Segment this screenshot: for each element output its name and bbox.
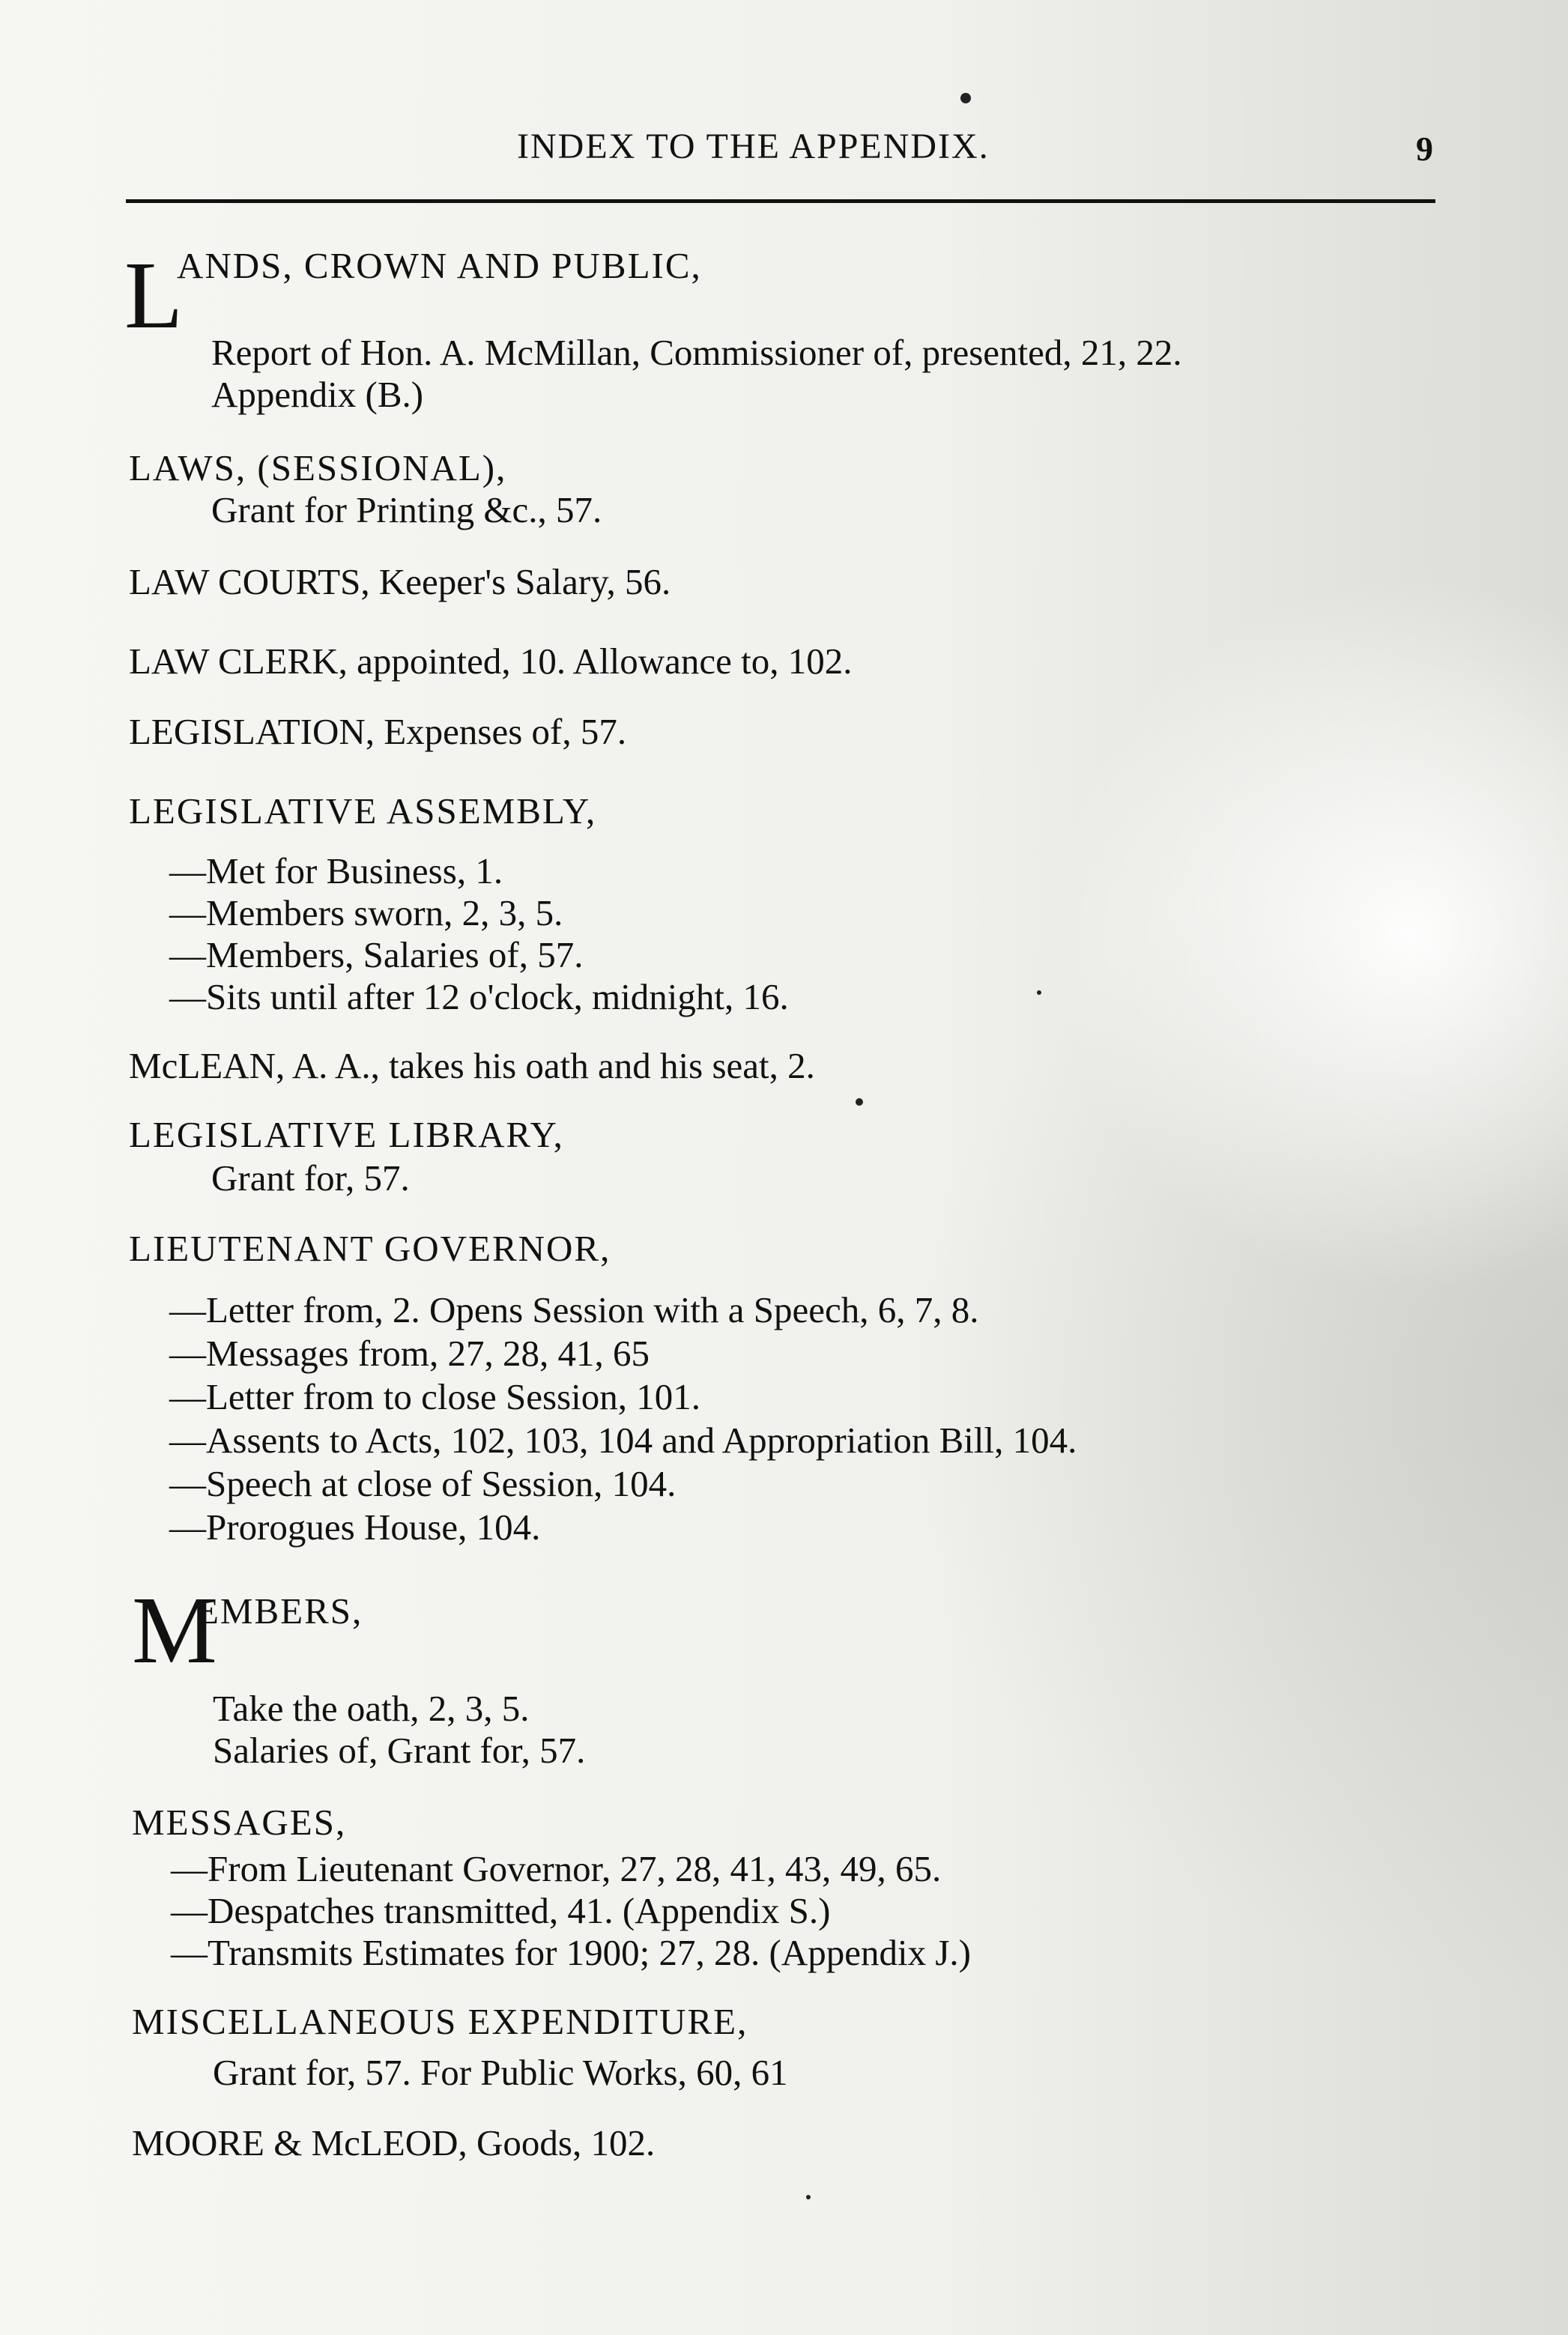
entry-line: —Members, Salaries of, 57.: [169, 934, 584, 975]
entry-law-courts: LAW COURTS, Keeper's Salary, 56.: [129, 561, 671, 602]
entry-heading-miscellaneous: MISCELLANEOUS EXPENDITURE,: [132, 2001, 748, 2042]
entry-heading-legislative-assembly: LEGISLATIVE ASSEMBLY,: [129, 790, 597, 832]
entry-line: —Sits until after 12 o'clock, midnight, 16.: [169, 976, 789, 1017]
entry-line: —Assents to Acts, 102, 103, 104 and Appropriation Bill, 104.: [169, 1420, 1077, 1461]
scan-speck: [1037, 990, 1041, 995]
scan-speck: [960, 93, 971, 103]
entry-line: Grant for, 57. For Public Works, 60, 61: [213, 2052, 788, 2093]
entry-legislation: LEGISLATION, Expenses of, 57.: [129, 711, 627, 752]
entry-heading-members: EMBERS,: [196, 1590, 363, 1632]
entry-heading-lands: ANDS, CROWN AND PUBLIC,: [177, 245, 702, 286]
drop-cap-l: L: [124, 242, 184, 348]
entry-line: —Messages from, 27, 28, 41, 65: [169, 1333, 650, 1374]
entry-heading-legislative-library: LEGISLATIVE LIBRARY,: [129, 1114, 564, 1155]
entry-line: —Members sworn, 2, 3, 5.: [169, 892, 563, 933]
entry-heading-lieutenant-governor: LIEUTENANT GOVERNOR,: [129, 1228, 611, 1269]
entry-line: —Met for Business, 1.: [169, 850, 503, 891]
entry-line: Grant for, 57.: [211, 1157, 410, 1199]
page-title: INDEX TO THE APPENDIX.: [517, 127, 990, 166]
entry-moore: MOORE & McLEOD, Goods, 102.: [132, 2122, 656, 2163]
entry-line: Grant for Printing &c., 57.: [211, 489, 602, 530]
entry-line: —Speech at close of Session, 104.: [169, 1463, 676, 1504]
entry-line: —Prorogues House, 104.: [169, 1506, 541, 1548]
entry-law-clerk: LAW CLERK, appointed, 10. Allowance to, 102.: [129, 640, 853, 682]
entry-line: —From Lieutenant Governor, 27, 28, 41, 43, 49, 65.: [171, 1848, 942, 1889]
page-number: 9: [1416, 130, 1433, 168]
header-rule: [126, 199, 1435, 203]
entry-heading-messages: MESSAGES,: [132, 1802, 347, 1843]
entry-line: Salaries of, Grant for, 57.: [213, 1730, 586, 1771]
entry-heading-laws: LAWS, (SESSIONAL),: [129, 447, 507, 488]
entry-line: —Letter from, 2. Opens Session with a Speech, 6, 7, 8.: [169, 1289, 979, 1330]
entry-line: Report of Hon. A. McMillan, Commissioner of, presented, 21, 22.: [211, 332, 1182, 373]
scan-speck: [806, 2195, 811, 2199]
scan-speck: [856, 1098, 863, 1106]
entry-line: —Letter from to close Session, 101.: [169, 1376, 701, 1417]
entry-line: —Despatches transmitted, 41. (Appendix S.): [171, 1890, 831, 1931]
entry-line: Appendix (B.): [211, 374, 424, 415]
entry-line: Take the oath, 2, 3, 5.: [213, 1688, 530, 1729]
drop-cap-m: M: [132, 1577, 217, 1683]
entry-line: —Transmits Estimates for 1900; 27, 28. (Appendix J.): [171, 1932, 971, 1973]
entry-mclean: McLEAN, A. A., takes his oath and his seat, 2.: [129, 1045, 815, 1086]
